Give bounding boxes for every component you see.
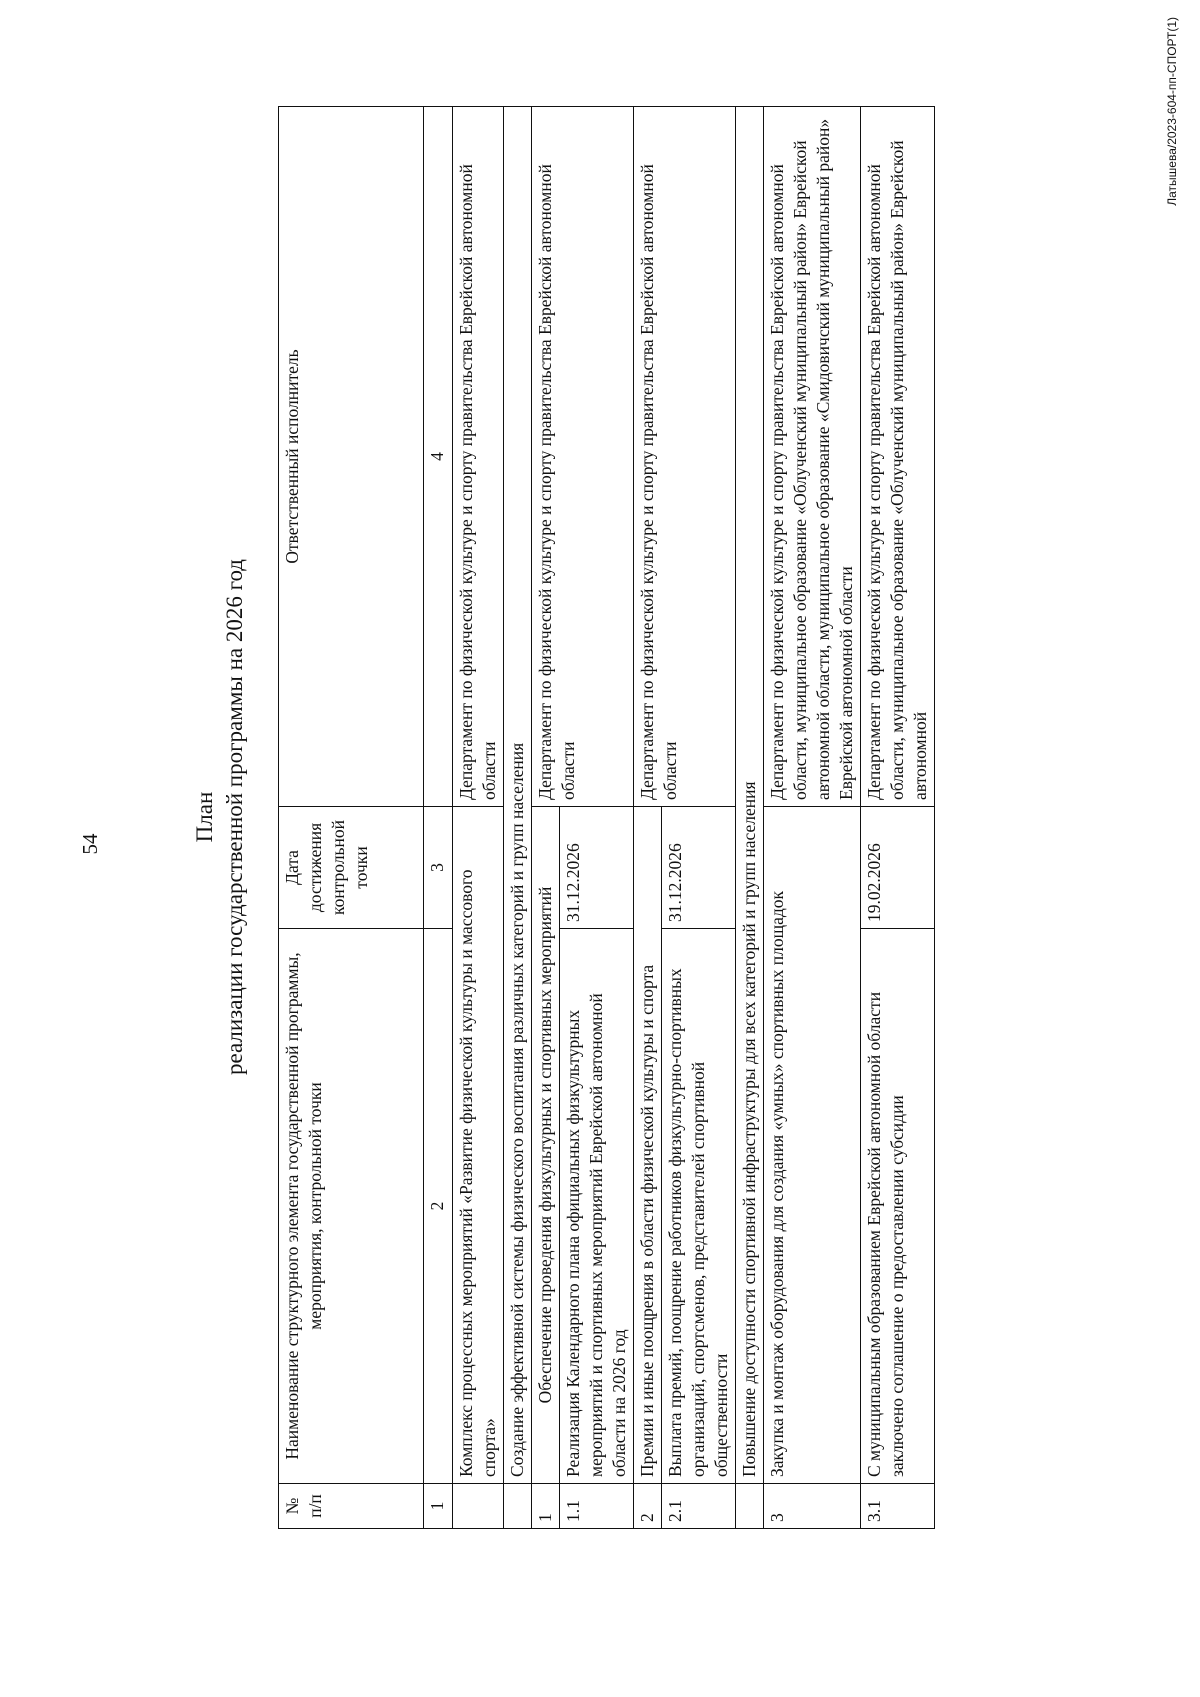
document-title bbox=[190, 497, 250, 1137]
table-row-task-2 bbox=[736, 107, 764, 1529]
row-2-1-name: Выплата премий, поощрение работников физкультурно-спортивных организаций, спортсменов, представителей спортивной общественности bbox=[662, 929, 736, 1484]
title-line-2: реализации государственной программы на 2026 год bbox=[222, 559, 247, 1076]
table-row-1 bbox=[532, 107, 560, 1529]
table-row-2 bbox=[634, 107, 662, 1529]
row-num: 3 bbox=[764, 1484, 861, 1529]
row-2-name: Премии и иные поощрения в области физической культуры и спорта bbox=[634, 807, 662, 1484]
header-date: Дата достижения контрольной точки bbox=[279, 807, 424, 929]
row-2-1-date: 31.12.2026 bbox=[662, 807, 736, 929]
task-2-text: Повышение доступности спортивной инфраструктуры для всех категорий и групп населения bbox=[736, 107, 764, 1484]
plan-table bbox=[278, 106, 935, 1529]
col-number: 3 bbox=[424, 807, 453, 929]
row-num: 1 bbox=[532, 1484, 560, 1529]
row-num: 3.1 bbox=[861, 1484, 935, 1529]
row-num: 2 bbox=[634, 1484, 662, 1529]
row-1-1-name: Реализация Календарного плана официальных физкультурных мероприятий и спортивных мероприятий Еврейской автономной области на 2026 год bbox=[560, 929, 634, 1484]
row-3-name: Закупка и монтаж оборудования для создания «умных» спортивных площадок bbox=[764, 807, 861, 1484]
col-number: 2 bbox=[424, 929, 453, 1484]
task-1-text: Создание эффективной системы физического воспитания различных категорий и групп населения bbox=[504, 107, 532, 1484]
row-num bbox=[504, 1484, 532, 1529]
header-name: Наименование структурного элемента государственной программы, мероприятия, контрольной точки bbox=[279, 929, 424, 1484]
table-row-3-1 bbox=[861, 107, 935, 1529]
table-row-complex bbox=[453, 107, 504, 1529]
col-number: 4 bbox=[424, 107, 453, 807]
header-num: № п/п bbox=[279, 1484, 424, 1529]
row-3-1-executor: Департамент по физической культуре и спорту правительства Еврейской автономной области, муниципальное образование «Облученский муниципальный район» Еврейской автономной bbox=[861, 107, 935, 807]
complex-name: Комплекс процессных мероприятий «Развитие физической культуры и массового спорта» bbox=[453, 807, 504, 1484]
table-row-task-1 bbox=[504, 107, 532, 1529]
header-executor: Ответственный исполнитель bbox=[279, 107, 424, 807]
title-line-1: План bbox=[192, 791, 217, 843]
col-number: 1 bbox=[424, 1484, 453, 1529]
column-number-row bbox=[424, 107, 453, 1529]
row-3-1-date: 19.02.2026 bbox=[861, 807, 935, 929]
row-3-executor: Департамент по физической культуре и спорту правительства Еврейской автономной области, муниципальное образование «Облученский муниципальный район» Еврейской автономной области, муниципальное образование «Смидовичский муниципальный район» Еврейской автономной области bbox=[764, 107, 861, 807]
document-code: Латышева/2023-604-пп-СПОРТ(1) bbox=[1165, 17, 1179, 206]
row-2-executor: Департамент по физической культуре и спорту правительства Еврейской автономной области bbox=[634, 107, 736, 807]
row-1-executor: Департамент по физической культуре и спорту правительства Еврейской автономной области bbox=[532, 107, 634, 807]
complex-executor: Департамент по физической культуре и спорту правительства Еврейской автономной области bbox=[453, 107, 504, 807]
page-number: 54 bbox=[78, 833, 102, 855]
table-row-3 bbox=[764, 107, 861, 1529]
row-1-name: Обеспечение проведения физкультурных и спортивных мероприятий bbox=[532, 807, 560, 1484]
row-num: 1.1 bbox=[560, 1484, 634, 1529]
row-3-1-name: С муниципальным образованием Еврейской автономной области заключено соглашение о предоставлении субсидии bbox=[861, 929, 935, 1484]
row-num: 2.1 bbox=[662, 1484, 736, 1529]
row-1-1-date: 31.12.2026 bbox=[560, 807, 634, 929]
row-num bbox=[453, 1484, 504, 1529]
table-header-row bbox=[279, 107, 424, 1529]
row-num bbox=[736, 1484, 764, 1529]
